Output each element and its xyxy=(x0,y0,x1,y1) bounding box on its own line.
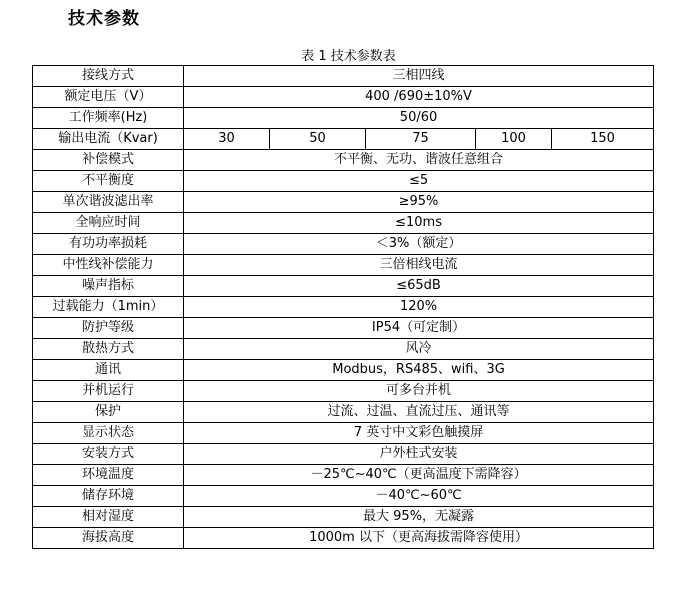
current-value-cell: 100 xyxy=(476,129,552,150)
table-row xyxy=(33,486,654,507)
row-value: Modbus，RS485、wifi、3G xyxy=(184,360,654,381)
table-row xyxy=(33,339,654,360)
table-row xyxy=(33,402,654,423)
row-value: ≤10ms xyxy=(184,213,654,234)
row-value: 可多台并机 xyxy=(184,381,654,402)
row-label: 相对湿度 xyxy=(33,507,184,528)
row-label: 工作频率(Hz) xyxy=(33,108,184,129)
row-label: 储存环境 xyxy=(33,486,184,507)
table-row xyxy=(33,381,654,402)
table-row xyxy=(33,276,654,297)
row-label: 并机运行 xyxy=(33,381,184,402)
section-heading: 技术参数 xyxy=(68,9,140,29)
table-row xyxy=(33,507,654,528)
row-value: 风冷 xyxy=(184,339,654,360)
row-label: 输出电流（Kvar) xyxy=(33,129,184,150)
row-value: －25℃~40℃（更高温度下需降容） xyxy=(184,465,654,486)
row-value: 7 英寸中文彩色触摸屏 xyxy=(184,423,654,444)
table-row xyxy=(33,87,654,108)
current-value-cell: 75 xyxy=(366,129,476,150)
table-row xyxy=(33,528,654,549)
table-row xyxy=(33,108,654,129)
row-label: 额定电压（V） xyxy=(33,87,184,108)
table-row xyxy=(33,192,654,213)
row-label: 中性线补偿能力 xyxy=(33,255,184,276)
row-label: 保护 xyxy=(33,402,184,423)
row-value: －40℃~60℃ xyxy=(184,486,654,507)
row-value: 50/60 xyxy=(184,108,654,129)
row-value: ≤5 xyxy=(184,171,654,192)
row-label: 散热方式 xyxy=(33,339,184,360)
row-label: 噪声指标 xyxy=(33,276,184,297)
table-row xyxy=(33,444,654,465)
row-value: 三相四线 xyxy=(184,66,654,87)
row-label: 不平衡度 xyxy=(33,171,184,192)
table-row xyxy=(33,318,654,339)
row-label: 过载能力（1min） xyxy=(33,297,184,318)
row-label: 显示状态 xyxy=(33,423,184,444)
table-row xyxy=(33,297,654,318)
spec-table-body xyxy=(33,66,654,549)
row-value: 1000m 以下（更高海拔需降容使用） xyxy=(184,528,654,549)
row-value: IP54（可定制） xyxy=(184,318,654,339)
row-value: 三倍相线电流 xyxy=(184,255,654,276)
row-label: 防护等级 xyxy=(33,318,184,339)
table-row xyxy=(33,150,654,171)
row-value: 最大 95%，无凝露 xyxy=(184,507,654,528)
row-label: 全响应时间 xyxy=(33,213,184,234)
row-value: ≥95% xyxy=(184,192,654,213)
table-row xyxy=(33,234,654,255)
row-value: 户外柱式安装 xyxy=(184,444,654,465)
row-value: 不平衡、无功、谐波任意组合 xyxy=(184,150,654,171)
table-row xyxy=(33,213,654,234)
row-value: ＜3%（额定） xyxy=(184,234,654,255)
spec-table xyxy=(32,65,654,549)
table-row xyxy=(33,423,654,444)
row-label: 单次谐波滤出率 xyxy=(33,192,184,213)
table-row xyxy=(33,171,654,192)
row-label: 通讯 xyxy=(33,360,184,381)
table-row xyxy=(33,255,654,276)
current-value-cell: 30 xyxy=(184,129,270,150)
row-label: 接线方式 xyxy=(33,66,184,87)
row-label: 安装方式 xyxy=(33,444,184,465)
table-row xyxy=(33,465,654,486)
table-caption: 表 1 技术参数表 xyxy=(301,49,396,64)
table-row xyxy=(33,66,654,87)
current-value-cell: 50 xyxy=(270,129,366,150)
row-label: 海拔高度 xyxy=(33,528,184,549)
row-label: 有功功率损耗 xyxy=(33,234,184,255)
row-label: 补偿模式 xyxy=(33,150,184,171)
row-value: 400 /690±10%V xyxy=(184,87,654,108)
row-value: 120% xyxy=(184,297,654,318)
table-row xyxy=(33,360,654,381)
row-value: 过流、过温、直流过压、通讯等 xyxy=(184,402,654,423)
table-row xyxy=(33,129,654,150)
current-value-cell: 150 xyxy=(552,129,654,150)
row-value: ≤65dB xyxy=(184,276,654,297)
row-label: 环境温度 xyxy=(33,465,184,486)
